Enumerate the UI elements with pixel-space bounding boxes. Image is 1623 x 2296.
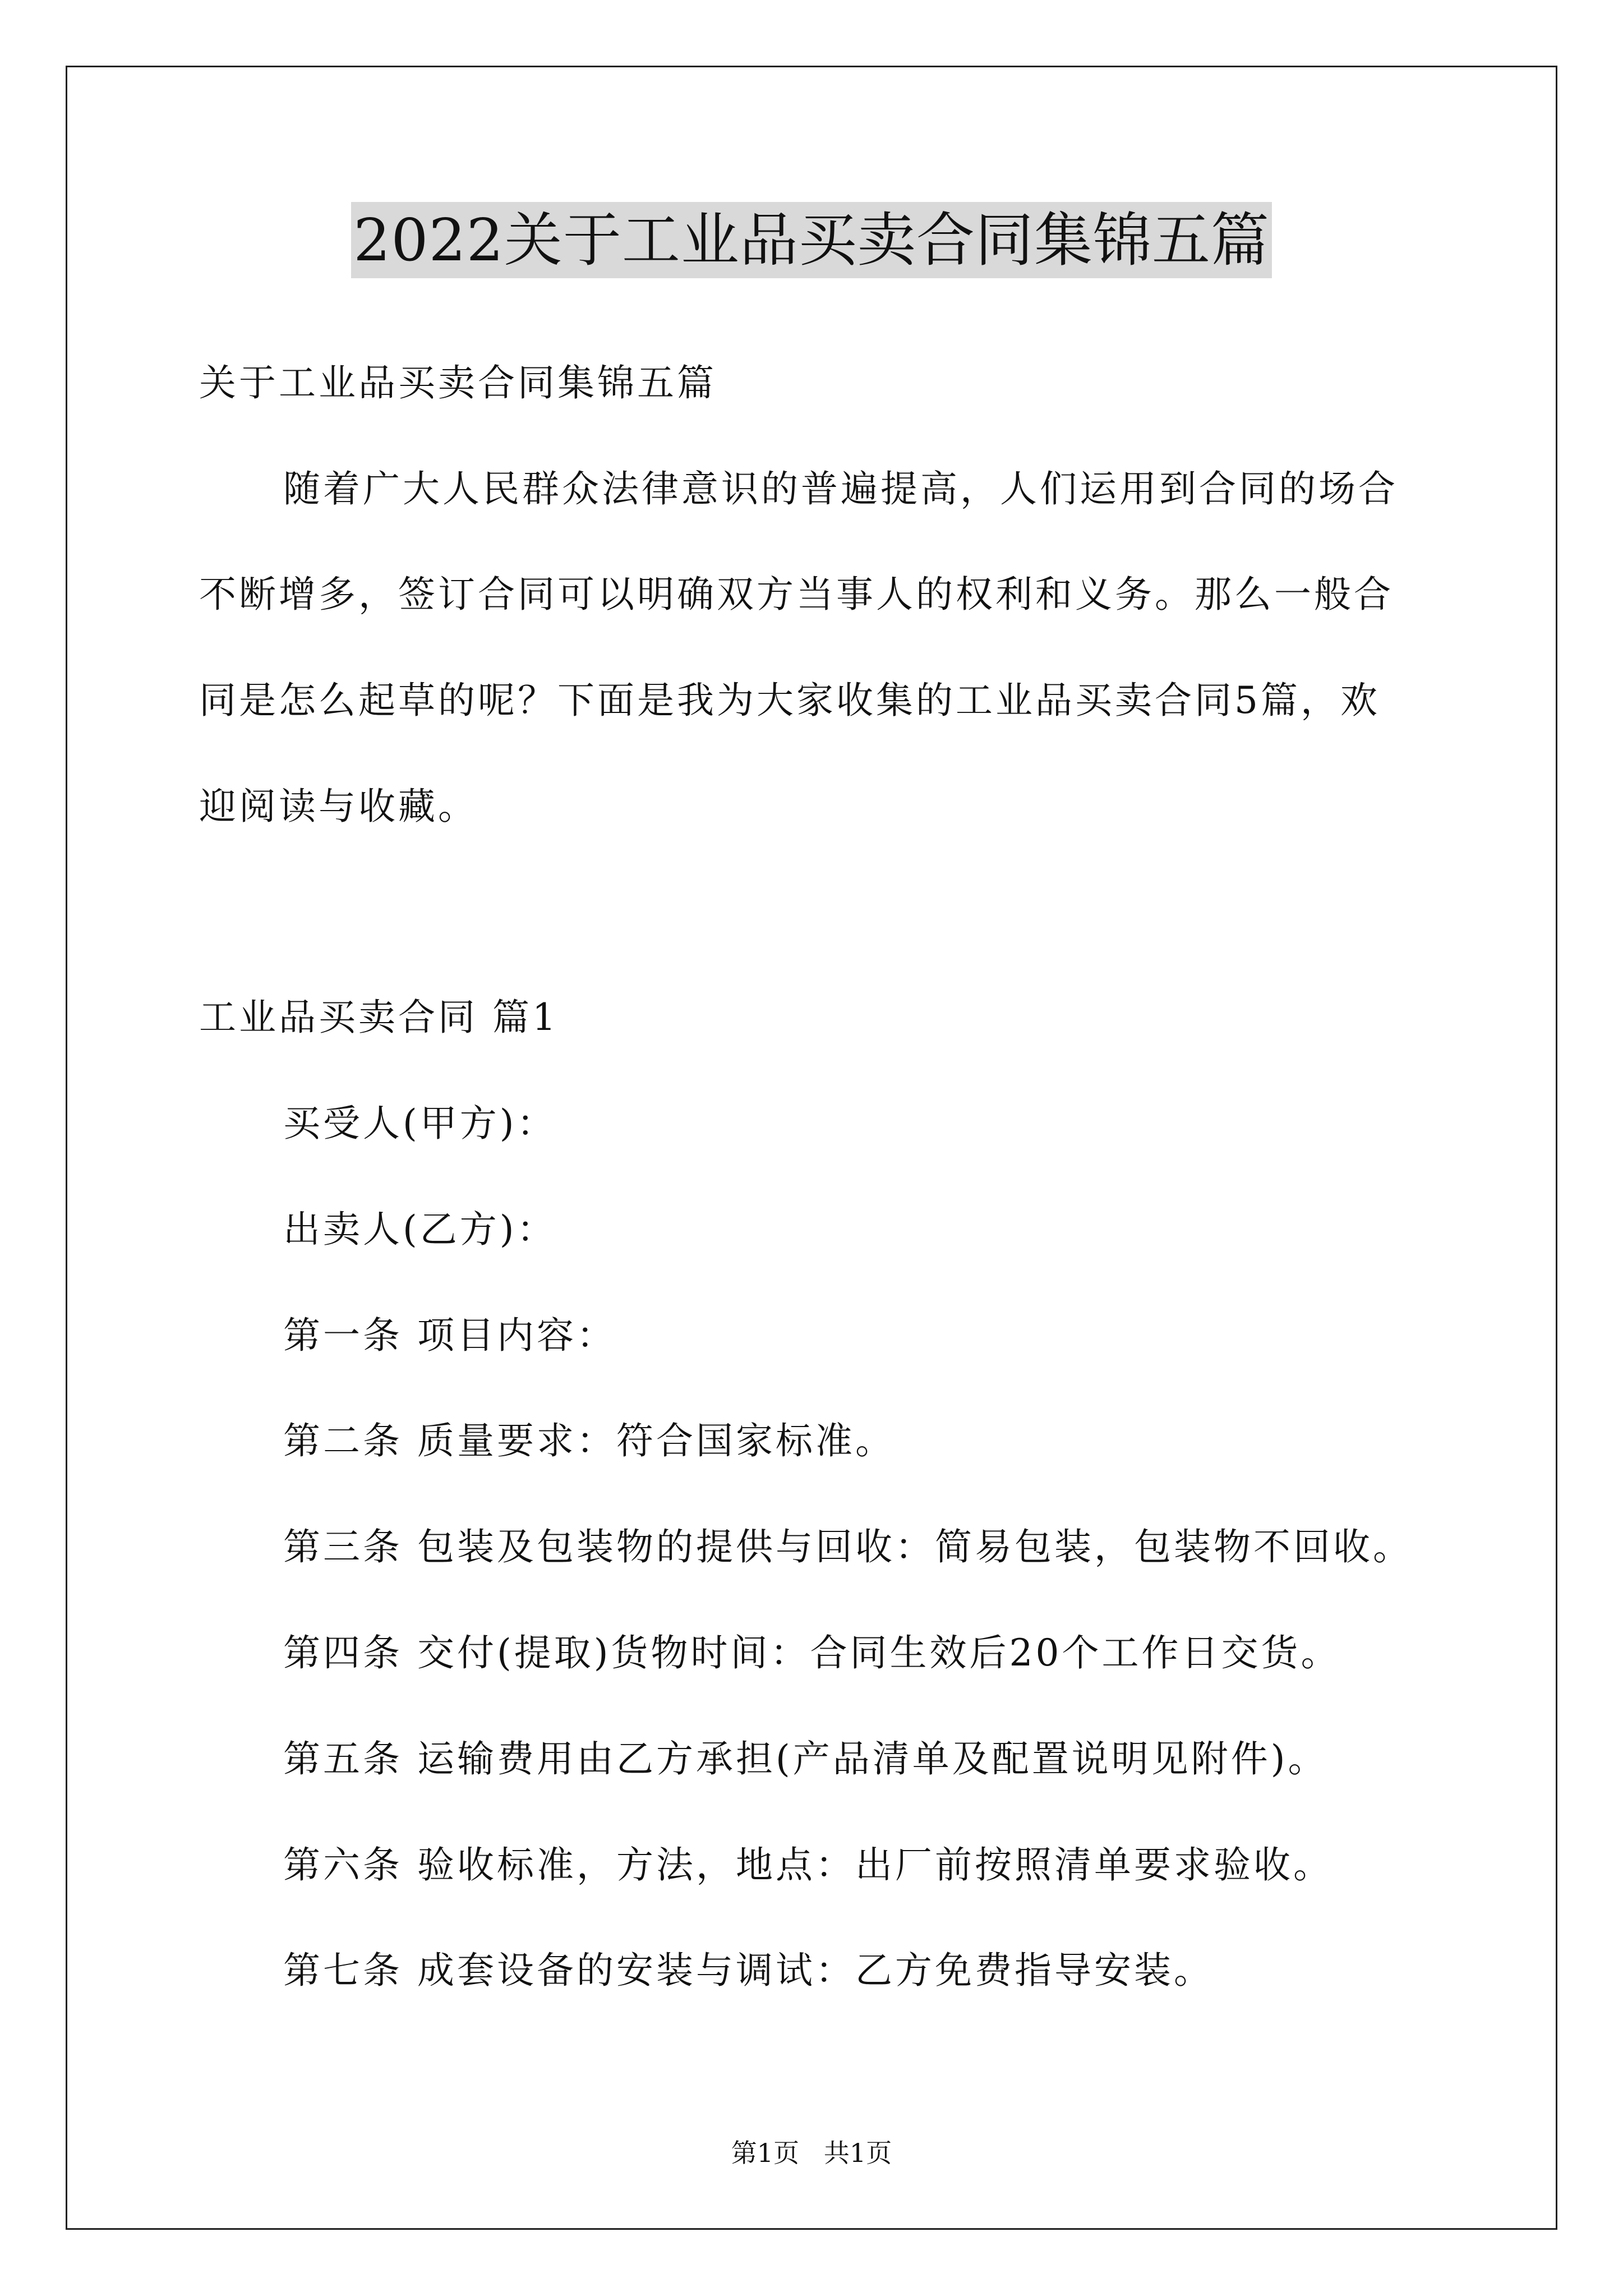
title-container [0, 202, 1623, 278]
document-subtitle: 关于工业品买卖合同集锦五篇 [199, 361, 717, 404]
clause-line: 第五条 运输费用由乙方承担(产品清单及配置说明见附件)。 [283, 1737, 1328, 1780]
clause-line: 第三条 包装及包装物的提供与回收：简易包装，包装物不回收。 [283, 1525, 1413, 1568]
clause-line: 第二条 质量要求：符合国家标准。 [283, 1419, 895, 1462]
clause-line: 第四条 交付(提取)货物时间：合同生效后20个工作日交货。 [283, 1631, 1341, 1674]
intro-line: 迎阅读与收藏。 [199, 785, 478, 828]
clause-line: 第一条 项目内容： [283, 1314, 616, 1357]
document-title: 2022关于工业品买卖合同集锦五篇 [351, 202, 1272, 278]
section-heading: 工业品买卖合同 篇1 [199, 996, 559, 1039]
intro-line: 不断增多，签订合同可以明确双方当事人的权利和义务。那么一般合 [199, 573, 1394, 616]
page-footer: 第1页 共1页 [731, 2138, 892, 2168]
clause-line: 第六条 验收标准，方法，地点：出厂前按照清单要求验收。 [283, 1843, 1333, 1887]
clause-line: 第七条 成套设备的安装与调试：乙方免费指导安装。 [283, 1949, 1214, 1992]
clause-line: 出卖人(乙方)： [283, 1208, 557, 1251]
intro-line: 随着广大人民群众法律意识的普遍提高，人们运用到合同的场合 [283, 467, 1398, 510]
clause-line: 买受人(甲方)： [283, 1102, 557, 1145]
intro-line: 同是怎么起草的呢？下面是我为大家收集的工业品买卖合同5篇，欢 [199, 679, 1380, 722]
